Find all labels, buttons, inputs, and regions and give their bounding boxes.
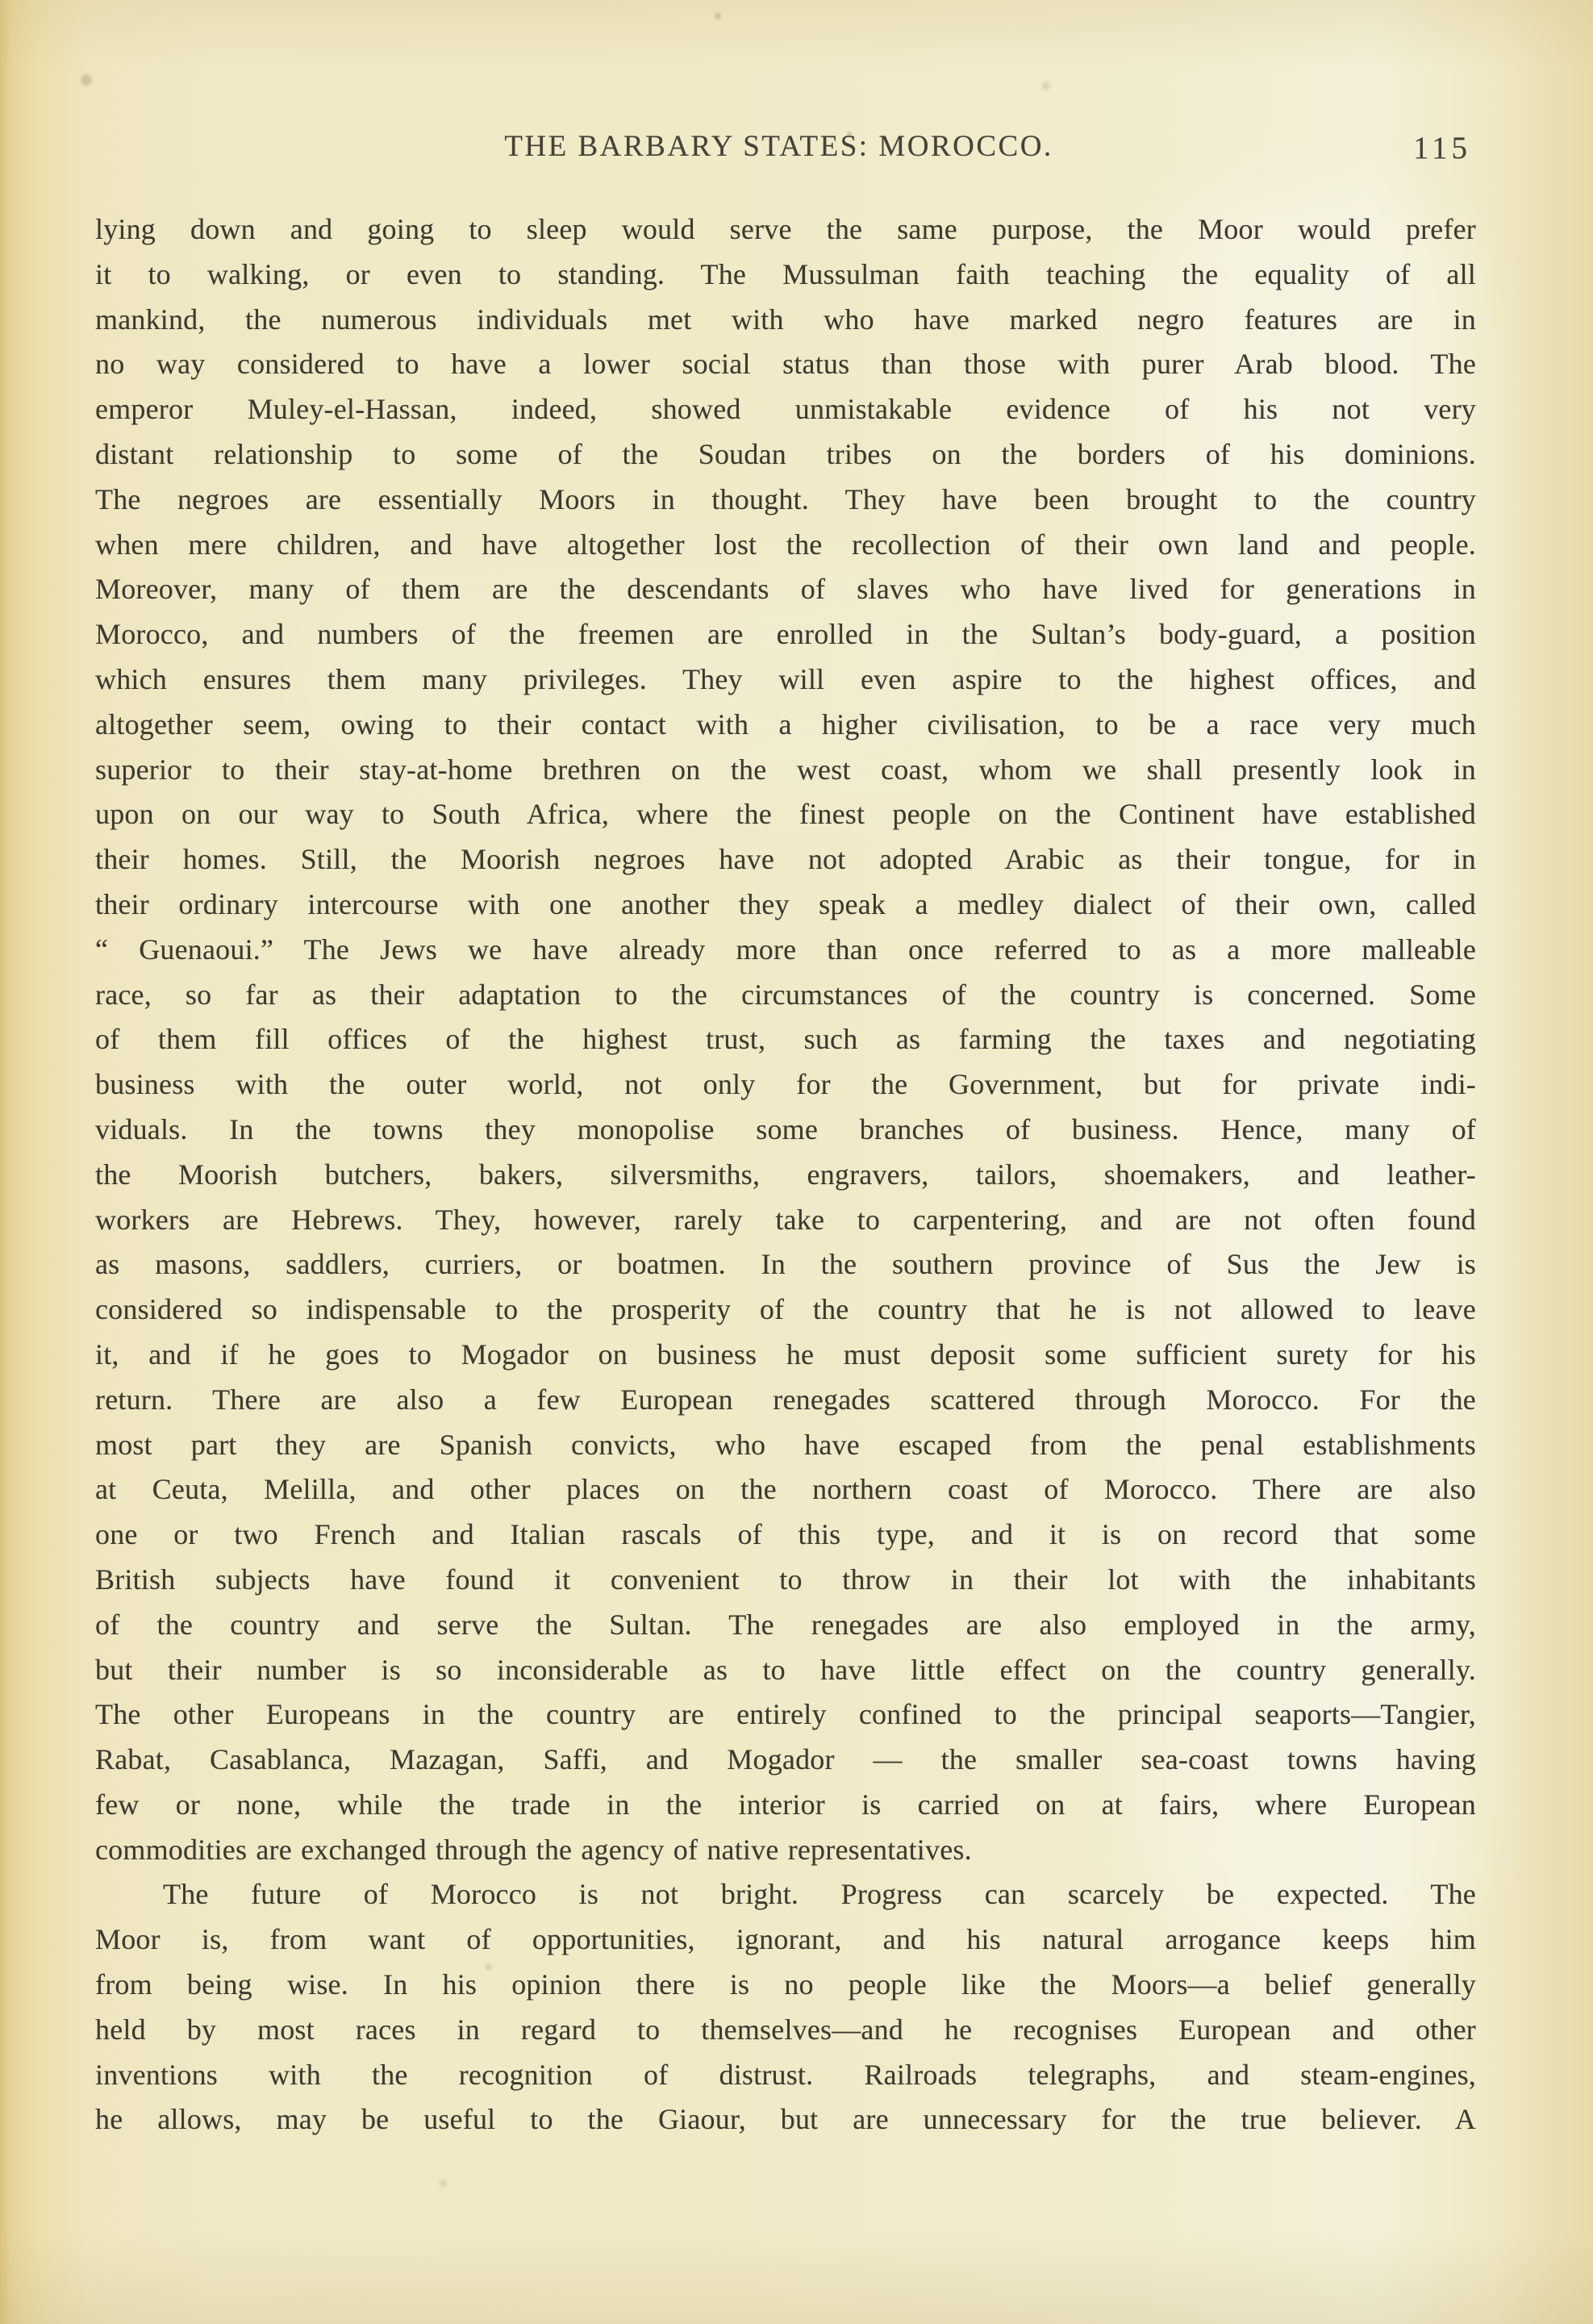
text-line: race, so far as their adaptation to the circumstances of the country is concerned. Some [95, 978, 1476, 1011]
text-line: “ Guenaoui.” The Jews we have already more than once referred to as a more malleable [95, 933, 1476, 966]
text-line: held by most races in regard to themselves—and he recognises European and other [95, 2013, 1476, 2046]
text-line: The future of Morocco is not bright. Progress can scarcely be expected. The [163, 1878, 1476, 1911]
text-line: workers are Hebrews. They, however, rarely take to carpentering, and are not often found [95, 1203, 1476, 1236]
paper-speck [715, 13, 721, 19]
text-line: upon on our way to South Africa, where the finest people on the Continent have established [95, 798, 1476, 831]
text-line: it to walking, or even to standing. The Mussulman faith teaching the equality of all [95, 257, 1476, 290]
text-line: from being wise. In his opinion there is no people like the Moors—a belief generally [95, 1968, 1476, 2001]
text-line: return. There are also a few European renegades scattered through Morocco. For the [95, 1383, 1476, 1416]
text-line: emperor Muley-el-Hassan, indeed, showed unmistakable evidence of his not very [95, 393, 1476, 426]
text-line: their homes. Still, the Moorish negroes have not adopted Arabic as their tongue, for in [95, 843, 1476, 876]
text-line: inventions with the recognition of distrust. Railroads telegraphs, and steam-engines, [95, 2058, 1476, 2091]
paper-speck [1042, 82, 1049, 90]
text-line: lying down and going to sleep would serve the same purpose, the Moor would prefer [95, 213, 1476, 245]
text-line: Moor is, from want of opportunities, ignorant, and his natural arrogance keeps him [95, 1923, 1476, 1956]
text-line: The negroes are essentially Moors in thought. They have been brought to the country [95, 482, 1476, 515]
text-line: which ensures them many privileges. They will even aspire to the highest offices, and [95, 662, 1476, 695]
text-line: it, and if he goes to Mogador on business he must deposit some sufficient surety for his [95, 1337, 1476, 1371]
text-line: as masons, saddlers, curriers, or boatmen. In the southern province of Sus the Jew is [95, 1248, 1476, 1281]
text-line: commodities are exchanged through the agency of native representatives. [95, 1833, 972, 1866]
text-line: The other Europeans in the country are entirely confined to the principal seaports—Tangier, [95, 1698, 1476, 1731]
text-line: but their number is so inconsiderable as to have little effect on the country generally. [95, 1653, 1476, 1686]
running-title: THE BARBARY STATES: MOROCCO. [504, 130, 1053, 163]
text-line: he allows, may be useful to the Giaour, but are unnecessary for the true believer. A [95, 2103, 1476, 2136]
paper-speck [81, 74, 92, 86]
text-line: one or two French and Italian rascals of this type, and it is on record that some [95, 1518, 1476, 1551]
text-line: Rabat, Casablanca, Mazagan, Saffi, and Mogador — the smaller sea-coast towns having [95, 1743, 1476, 1776]
text-line: distant relationship to some of the Soudan tribes on the borders of his dominions. [95, 437, 1476, 470]
text-line: when mere children, and have altogether lost the recollection of their own land and people. [95, 528, 1476, 561]
text-line: no way considered to have a lower social status than those with purer Arab blood. The [95, 348, 1476, 381]
page-header [0, 129, 1593, 177]
text-line: most part they are Spanish convicts, who have escaped from the penal establishments [95, 1428, 1476, 1461]
text-line: British subjects have found it convenient to throw in their lot with the inhabitants [95, 1563, 1476, 1596]
text-line: few or none, while the trade in the interior is carried on at fairs, where European [95, 1788, 1476, 1821]
page-number: 115 [1412, 131, 1471, 165]
page-body-text [95, 207, 1476, 2143]
text-line: superior to their stay-at-home brethren on the west coast, whom we shall presently look in [95, 753, 1476, 786]
text-line: their ordinary intercourse with one another they speak a medley dialect of their own, called [95, 887, 1476, 920]
paper-speck [440, 2180, 447, 2187]
text-line: of them fill offices of the highest trust, such as farming the taxes and negotiating [95, 1023, 1476, 1056]
text-line: the Moorish butchers, bakers, silversmiths, engravers, tailors, shoemakers, and leather- [95, 1158, 1476, 1191]
text-line: business with the outer world, not only for the Government, but for private indi- [95, 1068, 1476, 1101]
text-line: viduals. In the towns they monopolise some branches of business. Hence, many of [95, 1112, 1476, 1145]
text-line: at Ceuta, Melilla, and other places on the northern coast of Morocco. There are also [95, 1473, 1476, 1506]
text-line: of the country and serve the Sultan. The renegades are also employed in the army, [95, 1608, 1476, 1641]
text-line: altogether seem, owing to their contact with a higher civilisation, to be a race very much [95, 707, 1476, 741]
text-line: mankind, the numerous individuals met with who have marked negro features are in [95, 302, 1476, 336]
text-line: considered so indispensable to the prosperity of the country that he is not allowed to leave [95, 1293, 1476, 1326]
text-line: Moreover, many of them are the descendants of slaves who have lived for generations in [95, 573, 1476, 606]
text-line: Morocco, and numbers of the freemen are enrolled in the Sultan’s body-guard, a position [95, 618, 1476, 651]
